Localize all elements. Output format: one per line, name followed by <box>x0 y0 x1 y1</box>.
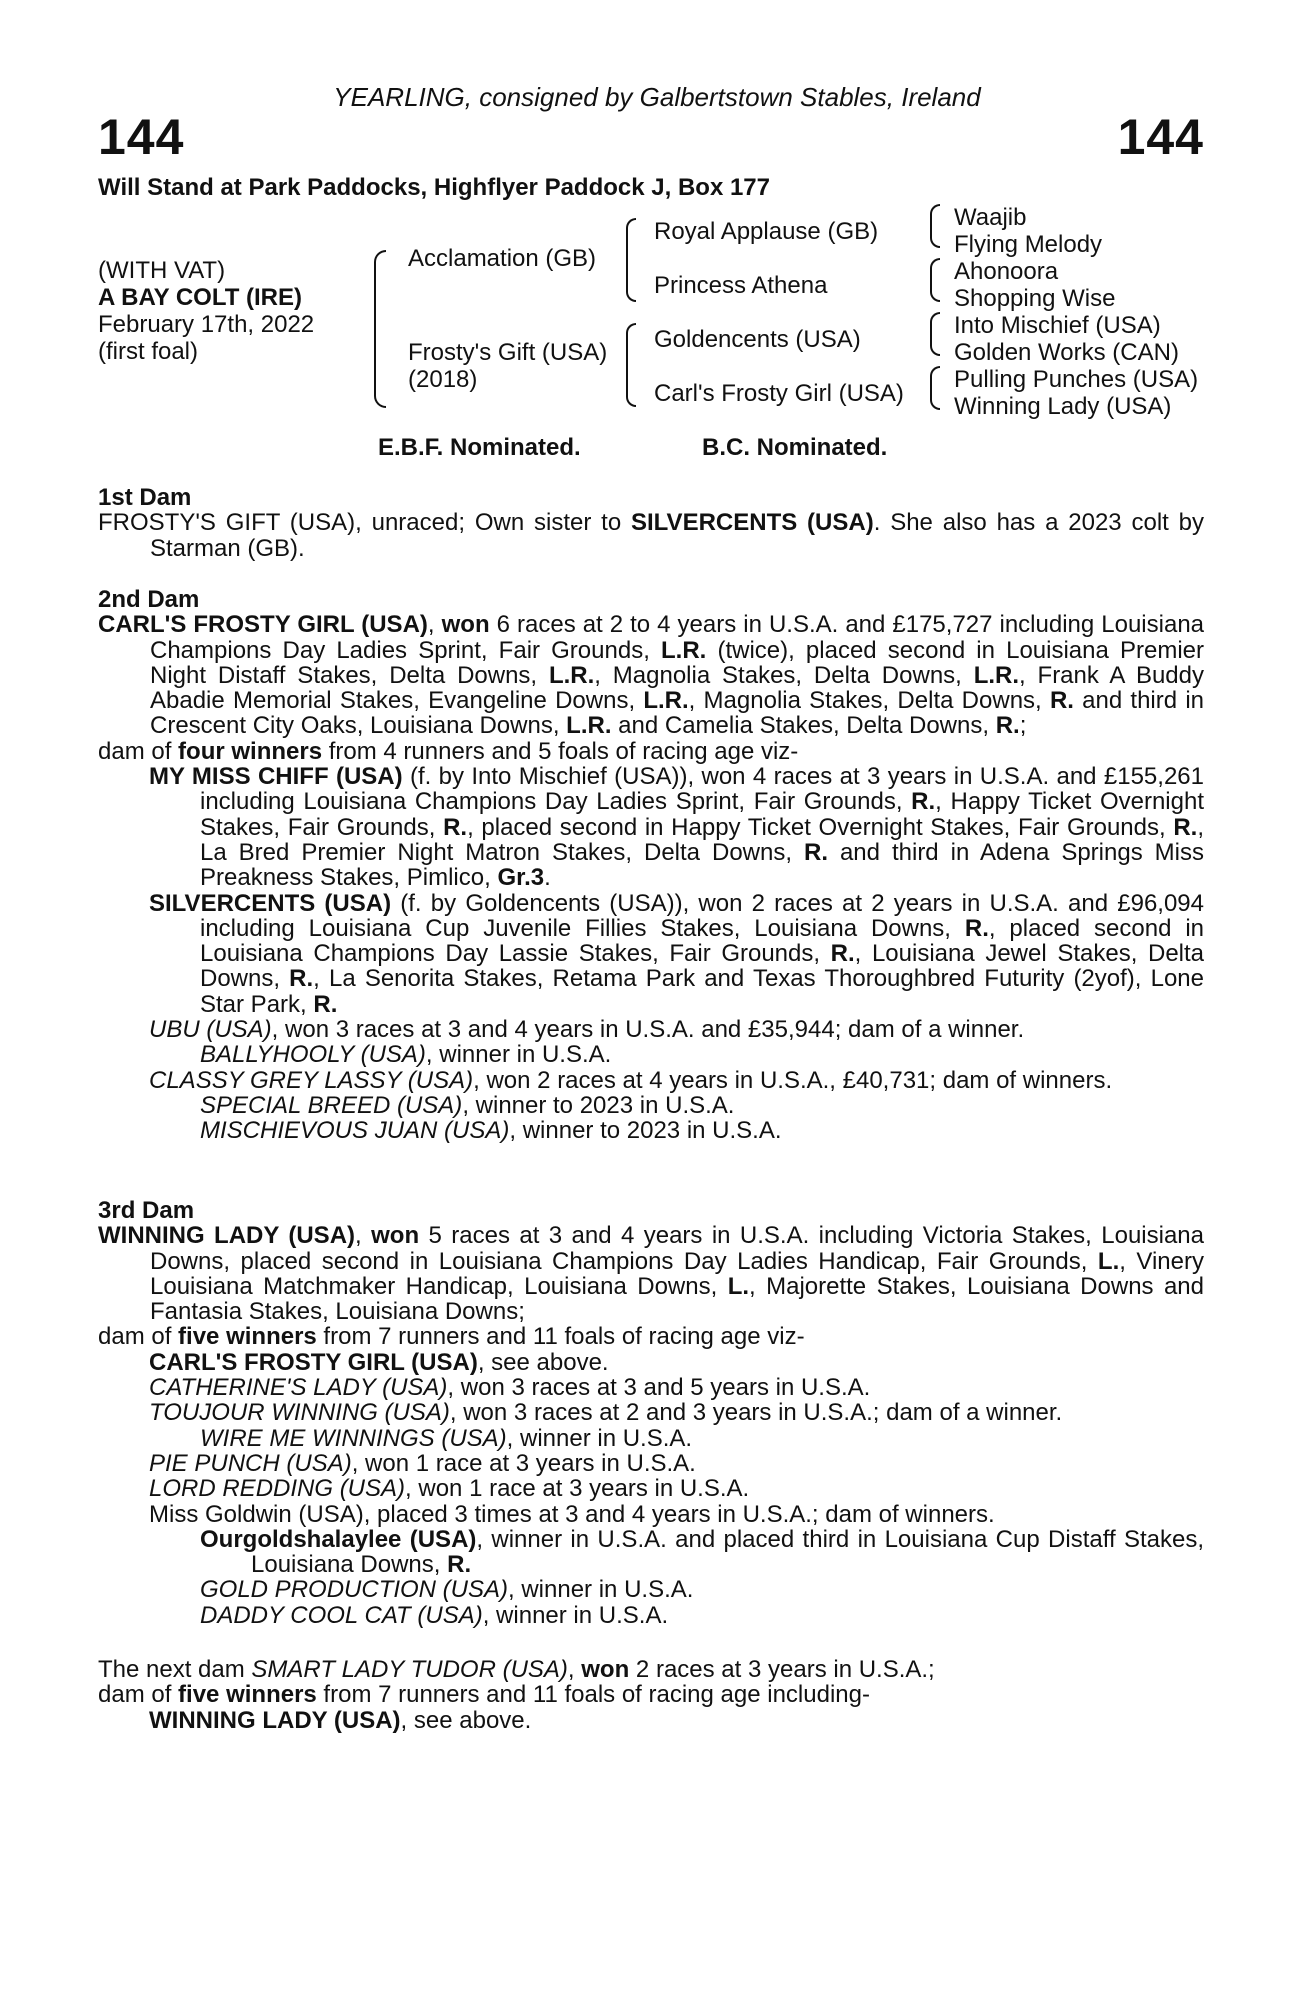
pedigree-dam-dam: Carl's Frosty Girl (USA) <box>654 380 904 407</box>
pedigree-sire-sire: Royal Applause (GB) <box>654 218 879 245</box>
third-dam-produce-summary: dam of five winners from 7 runners and 11 foals of racing age viz- <box>98 1323 805 1351</box>
produce-entry: MY MISS CHIFF (USA) (f. by Into Mischief (USA)), won 4 races at 3 years in U.S.A. and £155,261 including Louisiana Champions Day Ladies Sprint, Fair Grounds, R., Happy Ticket Overnight Stakes, Fair Grounds, R., placed second in Happy Ticket Overnight Stakes, Fair Grounds, R., La Bred Premier Night Matron Stakes, Delta Downs, R. and third in Adena Springs Miss Preakness Stakes, Pimlico, Gr.3. <box>149 763 1205 892</box>
pedigree-brace-sd <box>930 258 940 302</box>
produce-entry: PIE PUNCH (USA), won 1 race at 3 years in U.S.A. <box>149 1449 696 1477</box>
ebf-nomination: E.B.F. Nominated. <box>378 434 581 461</box>
pedigree-brace-sire <box>626 218 636 302</box>
pedigree-dam-year: (2018) <box>408 366 478 393</box>
produce-entry: CLASSY GREY LASSY (USA), won 2 races at 4 years in U.S.A., £40,731; dam of winners. <box>149 1066 1113 1094</box>
pedigree-dsd: Golden Works (CAN) <box>954 339 1179 366</box>
produce-sub-entry: SPECIAL BREED (USA), winner to 2023 in U.S.A. <box>200 1091 735 1119</box>
produce-sub-entry: DADDY COOL CAT (USA), winner in U.S.A. <box>200 1601 669 1629</box>
pedigree-sss: Waajib <box>954 204 1027 231</box>
produce-sub-entry: Ourgoldshalaylee (USA), winner in U.S.A. and placed third in Louisiana Cup Distaff Stakes, Louisiana Downs, R. <box>200 1525 1204 1579</box>
produce-entry: LORD REDDING (USA), won 1 race at 3 years in U.S.A. <box>149 1475 750 1503</box>
first-dam-heading: 1st Dam <box>98 484 192 511</box>
pedigree-brace-ds <box>930 312 940 356</box>
consignor-line: YEARLING, consigned by Galbertstown Stables, Ireland <box>333 82 981 112</box>
horse-name: A BAY COLT (IRE) <box>98 284 303 311</box>
pedigree-ddd: Winning Lady (USA) <box>954 393 1172 420</box>
produce-entry: CATHERINE'S LADY (USA), won 3 races at 3 and 5 years in U.S.A. <box>149 1374 871 1402</box>
horse-dob: February 17th, 2022 <box>98 311 315 338</box>
pedigree-brace-ss <box>930 204 940 248</box>
produce-entry: Miss Goldwin (USA), placed 3 times at 3 and 4 years in U.S.A.; dam of winners. <box>149 1500 995 1528</box>
produce-entry: TOUJOUR WINNING (USA), won 3 races at 2 and 3 years in U.S.A.; dam of a winner. <box>149 1399 1063 1427</box>
produce-entry: UBU (USA), won 3 races at 3 and 4 years in U.S.A. and £35,944; dam of a winner. <box>149 1016 1025 1044</box>
pedigree-dam-sire: Goldencents (USA) <box>654 326 861 353</box>
horse-note: (first foal) <box>98 338 199 365</box>
produce-sub-entry: WIRE ME WINNINGS (USA), winner in U.S.A. <box>200 1424 693 1452</box>
first-dam-text: FROSTY'S GIFT (USA), unraced; Own sister to SILVERCENTS (USA). She also has a 2023 colt by Starman (GB). <box>98 509 1204 562</box>
produce-entry: CARL'S FROSTY GIRL (USA), see above. <box>149 1348 609 1376</box>
second-dam-section <box>98 587 1204 1144</box>
next-dam-section <box>98 1657 1204 1733</box>
first-dam-section <box>98 485 1204 561</box>
second-dam-record: CARL'S FROSTY GIRL (USA), won 6 races at 2 to 4 years in U.S.A. and £175,727 including Louisiana Champions Day Ladies Sprint, Fair Grounds, L.R. (twice), placed second in Louisiana Premier Night Distaff Stakes, Delta Downs, L.R., Magnolia Stakes, Delta Downs, L.R., Frank A Buddy Abadie Memorial Stakes, Evangeline Downs, L.R., Magnolia Stakes, Delta Downs, R. and third in Crescent City Oaks, Louisiana Downs, L.R. and Camelia Stakes, Delta Downs, R.; <box>98 611 1205 740</box>
third-dam-section <box>98 1198 1204 1628</box>
pedigree-ssd: Flying Melody <box>954 231 1103 258</box>
pedigree-dam: Frosty's Gift (USA) <box>408 339 608 366</box>
lot-number-right: 144 <box>1117 109 1204 165</box>
bc-nomination: B.C. Nominated. <box>702 434 888 461</box>
third-dam-record: WINNING LADY (USA), won 5 races at 3 and 4 years in U.S.A. including Victoria Stakes, Louisiana Downs, placed second in Louisiana Champions Day Ladies Handicap, Fair Grounds, L., Vinery Louisiana Matchmaker Handicap, Louisiana Downs, L., Majorette Stakes, Louisiana Downs and Fantasia Stakes, Louisiana Downs; <box>98 1222 1205 1326</box>
vat-note: (WITH VAT) <box>98 257 226 284</box>
pedigree-sdd: Shopping Wise <box>954 285 1116 312</box>
next-dam-record: The next dam SMART LADY TUDOR (USA), won 2 races at 3 years in U.S.A.; <box>98 1656 935 1683</box>
next-dam-produce-summary: dam of five winners from 7 runners and 11 foals of racing age including- <box>98 1681 870 1709</box>
pedigree-sds: Ahonoora <box>954 258 1059 285</box>
pedigree-dss: Into Mischief (USA) <box>954 312 1161 339</box>
pedigree-sire: Acclamation (GB) <box>408 245 597 272</box>
pedigree-brace-main <box>374 250 386 408</box>
pedigree-dds: Pulling Punches (USA) <box>954 366 1199 393</box>
second-dam-heading: 2nd Dam <box>98 586 200 613</box>
third-dam-heading: 3rd Dam <box>98 1197 195 1224</box>
produce-sub-entry: GOLD PRODUCTION (USA), winner in U.S.A. <box>200 1576 694 1604</box>
pedigree-brace-dam <box>626 323 636 407</box>
pedigree-sire-dam: Princess Athena <box>654 272 828 299</box>
produce-entry: SILVERCENTS (USA) (f. by Goldencents (USA)), won 2 races at 2 years in U.S.A. and £96,094 including Louisiana Cup Juvenile Fillies Stakes, Louisiana Downs, R., placed second in Louisiana Champions Day Lassie Stakes, Fair Grounds, R., Louisiana Jewel Stakes, Delta Downs, R., La Senorita Stakes, Retama Park and Texas Thoroughbred Futurity (2yof), Lone Star Park, R. <box>149 889 1205 1018</box>
second-dam-produce-summary: dam of four winners from 4 runners and 5 foals of racing age viz- <box>98 737 799 765</box>
stabling-location: Will Stand at Park Paddocks, Highflyer Paddock J, Box 177 <box>98 174 770 201</box>
lot-number-left: 144 <box>98 109 185 165</box>
produce-sub-entry: BALLYHOOLY (USA), winner in U.S.A. <box>200 1041 612 1069</box>
produce-entry: WINNING LADY (USA), see above. <box>149 1706 532 1734</box>
pedigree-brace-dd <box>930 366 940 410</box>
produce-sub-entry: MISCHIEVOUS JUAN (USA), winner to 2023 in U.S.A. <box>200 1117 782 1145</box>
